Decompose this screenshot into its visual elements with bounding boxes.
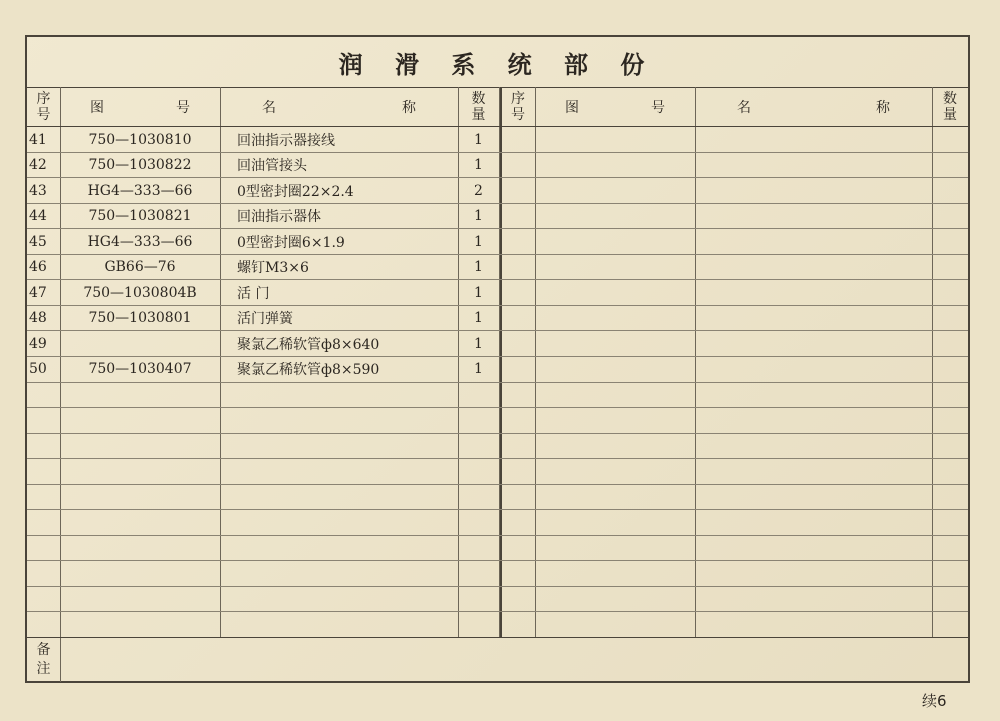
remarks-label: [27, 638, 61, 682]
cell-drawing-no: 750—1030804B: [83, 284, 197, 301]
cell-seq: 43: [29, 182, 47, 199]
cell-seq: 48: [29, 310, 47, 327]
header-name-left: [220, 87, 458, 126]
row-divider: [27, 433, 968, 434]
column-divider: [695, 87, 696, 637]
header-qty-char-2: 量: [471, 106, 486, 123]
remarks-label-char-1: 备: [36, 642, 51, 658]
cell-seq: 50: [29, 361, 47, 378]
header-qty-char-1: 数: [943, 90, 957, 107]
row-divider: [27, 407, 968, 408]
cell-qty: 1: [474, 233, 483, 250]
header-seq-char-1: 序: [511, 90, 525, 107]
cell-name: 0型密封圈22×2.4: [237, 183, 354, 200]
cell-drawing-no: 750—1030810: [88, 131, 192, 148]
cell-drawing-no: [60, 331, 220, 356]
header-drawing-no-left: [60, 87, 220, 126]
center-divider: [500, 87, 502, 637]
cell-drawing-no: 750—1030822: [88, 157, 192, 174]
cell-name: 回油指示器接线: [237, 132, 335, 149]
header-drawing-no-char-1: 图: [90, 99, 104, 116]
cell-name: 0型密封圈6×1.9: [237, 234, 345, 251]
cell-name: 活门弹簧: [237, 311, 293, 328]
cell-qty: 1: [474, 310, 483, 327]
cell-drawing-no: HG4—333—66: [87, 182, 193, 199]
row-divider: [27, 458, 968, 459]
cell-drawing-no: HG4—333—66: [87, 233, 193, 250]
header-seq-char-2: 号: [511, 106, 525, 123]
cell-qty: 1: [474, 208, 483, 225]
column-divider: [220, 87, 221, 637]
cell-qty: 1: [474, 157, 483, 174]
cell-name: 回油管接头: [237, 158, 307, 175]
cell-name: 聚氯乙稀软管ф8×640: [237, 336, 380, 353]
header-name-char-2: 称: [402, 99, 416, 116]
row-divider: [27, 560, 968, 561]
header-seq-left: [27, 87, 60, 126]
cell-seq: 49: [29, 335, 47, 352]
header-qty-char-1: 数: [471, 90, 486, 107]
column-divider: [535, 87, 536, 637]
header-qty-char-2: 量: [943, 106, 957, 123]
header-name-right: [695, 87, 932, 126]
header-name-char-1: 名: [737, 99, 751, 116]
cell-drawing-no: GB66—76: [104, 259, 176, 276]
cell-seq: 46: [29, 259, 47, 276]
header-drawing-no-char-2: 号: [651, 99, 665, 116]
header-name-char-2: 称: [876, 99, 890, 116]
row-divider: [27, 509, 968, 510]
cell-name: 聚氯乙稀软管ф8×590: [237, 362, 380, 379]
header-qty-right: [932, 87, 968, 126]
cell-drawing-no: 750—1030801: [88, 310, 192, 327]
header-drawing-no-right: [535, 87, 695, 126]
sheet-title: 润 滑 系 统 部 份: [27, 37, 968, 88]
remarks-row: [27, 637, 968, 682]
cell-qty: 1: [474, 284, 483, 301]
row-divider: [27, 611, 968, 612]
cell-drawing-no: 750—1030407: [88, 361, 192, 378]
cell-qty: 1: [474, 259, 483, 276]
row-divider: [27, 535, 968, 536]
cell-qty: 2: [474, 182, 483, 199]
header-seq-right: [501, 87, 535, 126]
cell-qty: 1: [474, 361, 483, 378]
parts-table: [27, 87, 968, 637]
header-seq-char-2: 号: [36, 106, 51, 123]
cell-seq: 42: [29, 157, 47, 174]
cell-seq: 41: [29, 131, 47, 148]
column-divider: [932, 87, 933, 637]
cell-name: 螺钉M3×6: [237, 260, 309, 277]
cell-qty: 1: [474, 131, 483, 148]
cell-seq: 45: [29, 233, 47, 250]
cell-seq: 47: [29, 284, 47, 301]
remarks-label-char-2: 注: [36, 661, 51, 677]
cell-qty: 1: [474, 335, 483, 352]
cell-drawing-no: 750—1030821: [88, 208, 192, 225]
parts-sheet: [25, 35, 970, 683]
cell-name: 回油指示器体: [237, 209, 321, 226]
page-number: 续6: [922, 692, 947, 710]
header-drawing-no-char-1: 图: [565, 99, 579, 116]
row-divider: [27, 484, 968, 485]
header-qty-left: [458, 87, 499, 126]
cell-name: 活 门: [237, 285, 270, 302]
header-name-char-1: 名: [262, 99, 276, 116]
cell-seq: 44: [29, 208, 47, 225]
header-drawing-no-char-2: 号: [176, 99, 190, 116]
header-seq-char-1: 序: [36, 90, 51, 107]
row-divider: [27, 586, 968, 587]
